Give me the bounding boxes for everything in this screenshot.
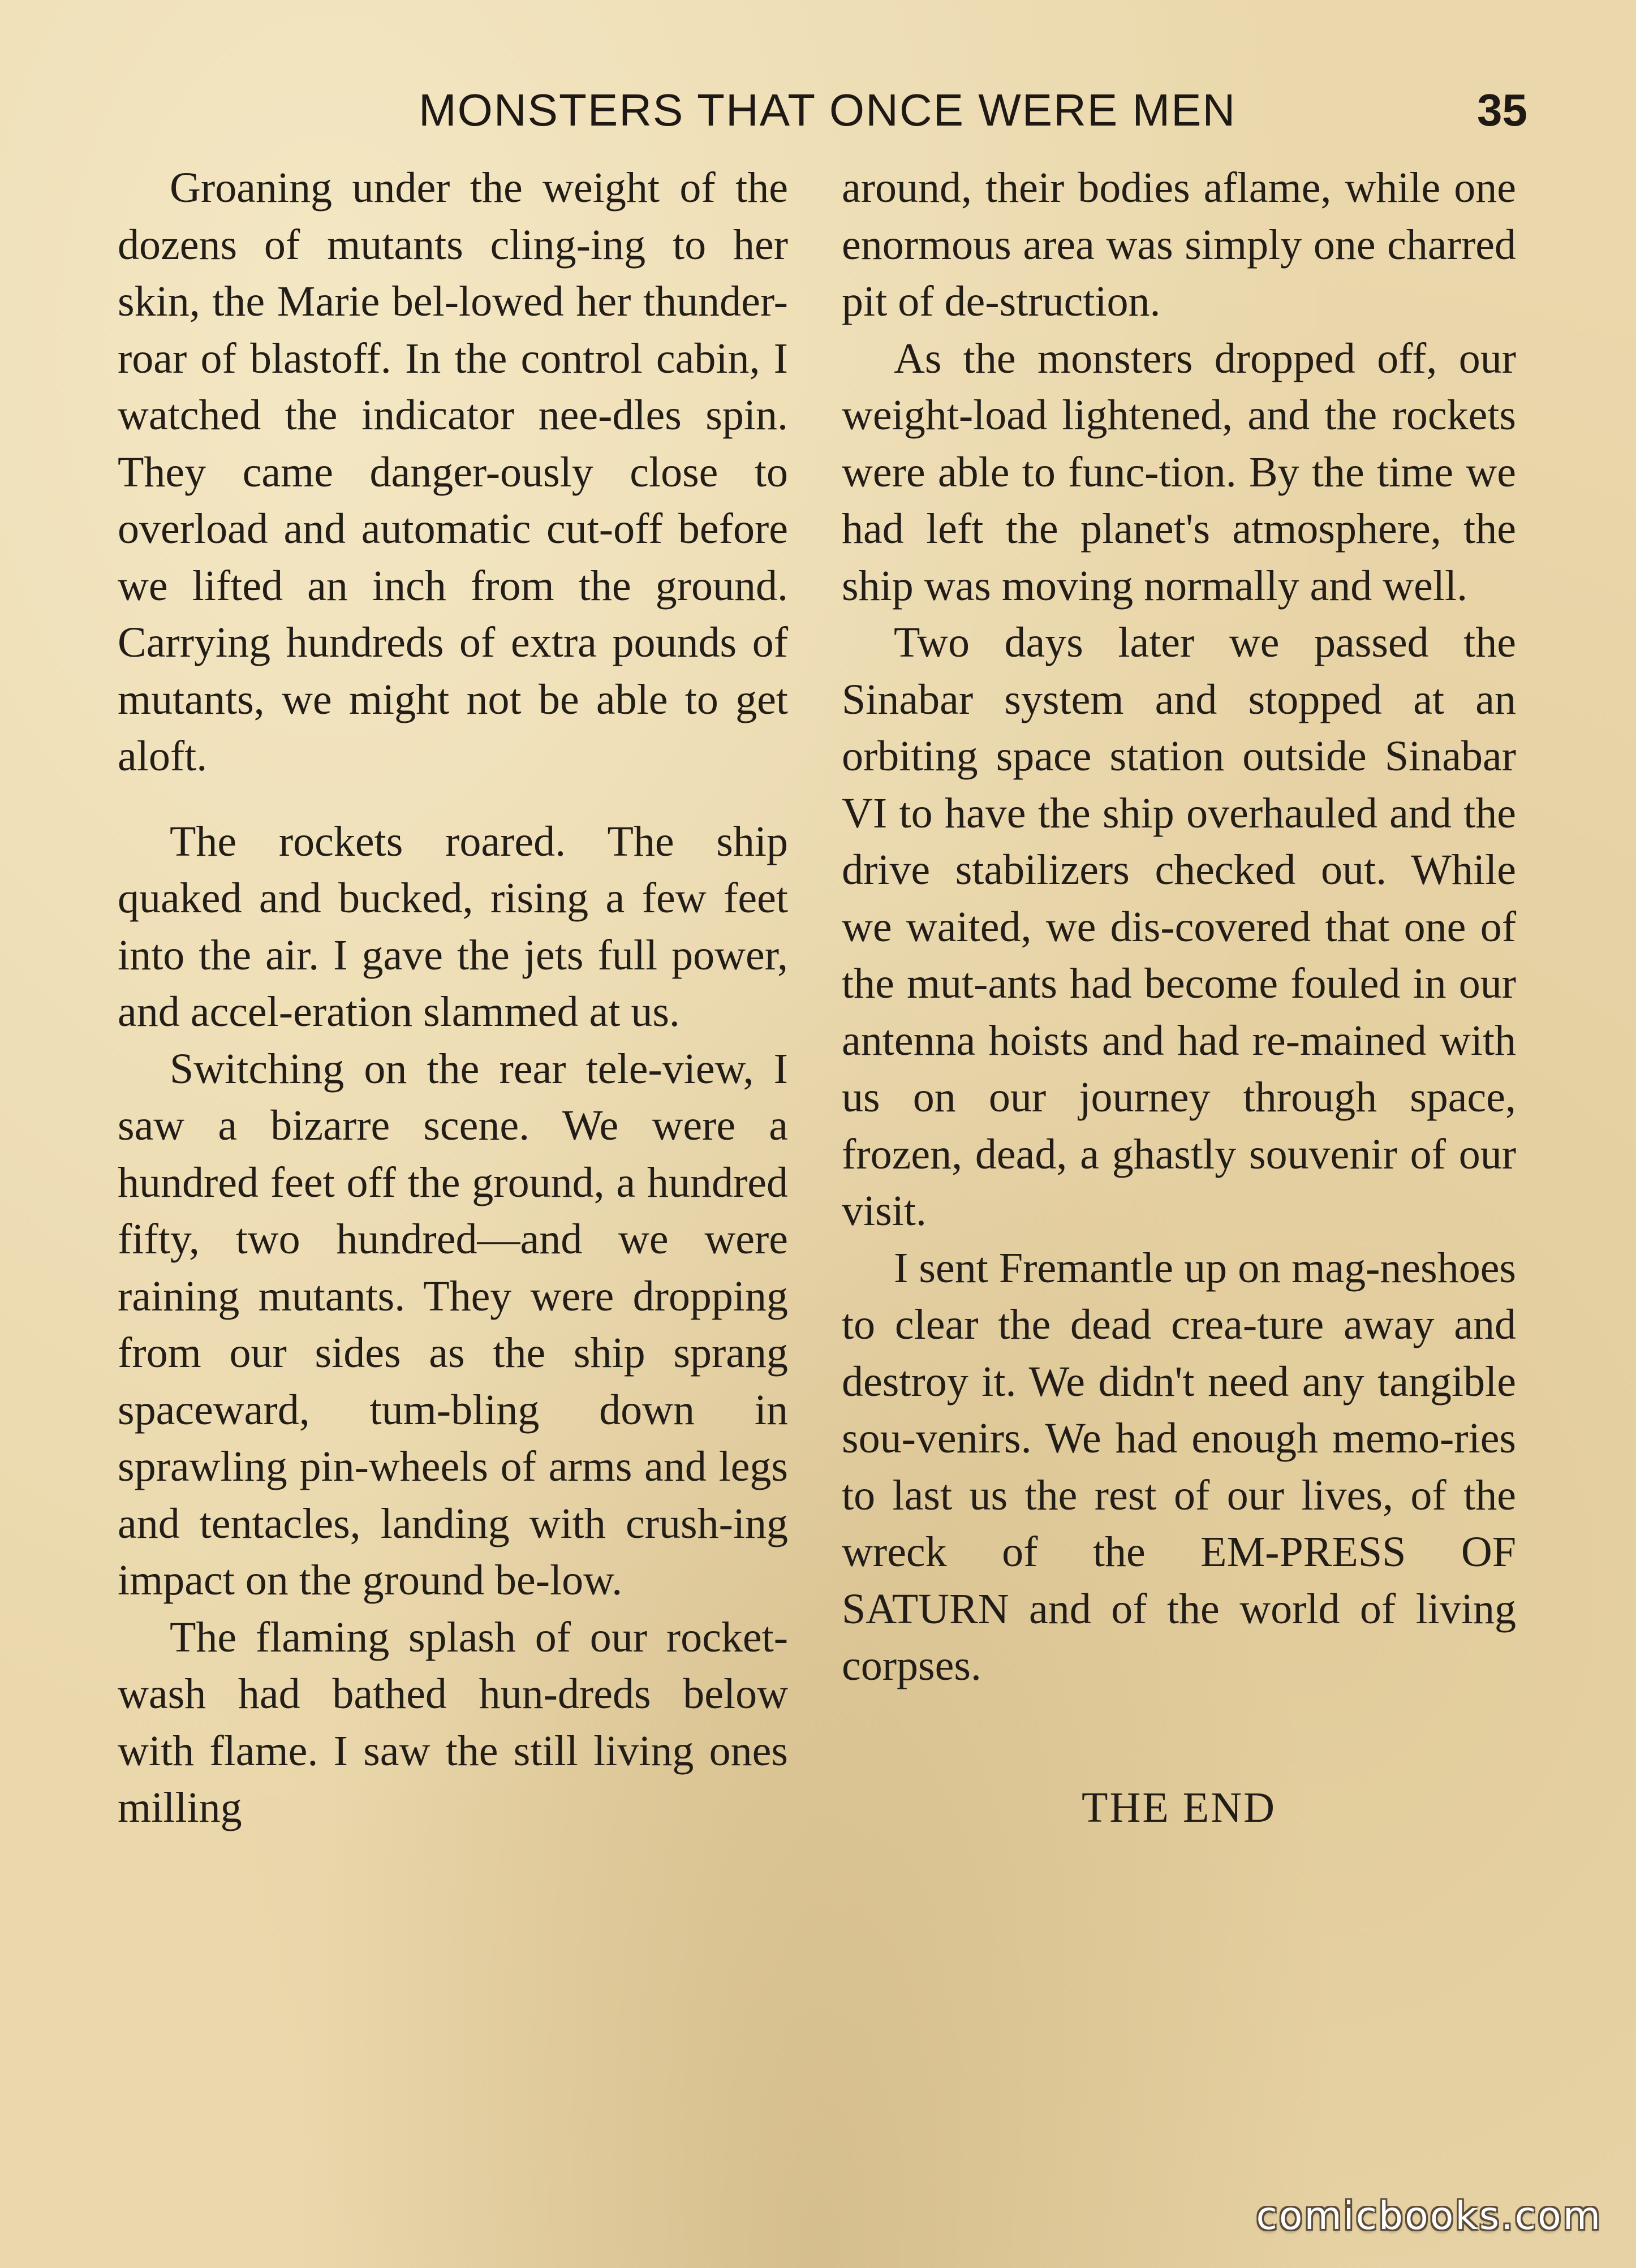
page-header (419, 79, 1527, 141)
left-column (118, 159, 788, 1836)
paragraph-continuation: around, their bodies aflame, while one enormous area was simply one charred pit of de-struction. (842, 164, 1516, 325)
the-end-label: THE END (1082, 1783, 1276, 1831)
running-head-title: MONSTERS THAT ONCE WERE MEN (419, 85, 1237, 135)
paragraph-teleview: Switching on the rear tele-view, I saw a bizarre scene. We were a hundred feet off the ground, a hundred fifty, two hundred—and we were raining mutants. They were dropping from our sides as the ship sprang spaceward, tum-bling down in sprawling pin-wheels of arms and legs and tentacles, landing with crush-ing impact on the ground be-low. (118, 1045, 788, 1604)
right-column (842, 159, 1516, 1836)
paragraph-fremantle: I sent Fremantle up on mag-neshoes to clear the dead crea-ture away and destroy it. We didn't need any tangible sou-venirs. We had enough memo-ries to last us the rest of our lives, of the wreck of the EM-PRESS OF SATURN and of the world of living corpses. (842, 1244, 1516, 1689)
paragraph-rockets-roared: The rockets roared. The ship quaked and bucked, rising a few feet into the air. I gave the jets full power, and accel-eration slammed at us. (118, 817, 788, 1036)
watermark-logo: comicbooks.com (1256, 2194, 1602, 2239)
paragraph-weight-load: As the monsters dropped off, our weight-load lightened, and the rockets were able to func-tion. By the time we had left the planet's atmosphere, the ship was moving normally and well. (842, 334, 1516, 610)
paragraph-blastoff: Groaning under the weight of the dozens of mutants cling-ing to her skin, the Marie bel-lowed her thunder-roar of blastoff. In the control cabin, I watched the indicator nee-dles spin. They came danger-ously close to overload and automatic cut-off before we lifted an inch from the ground. Carrying hundreds of extra pounds of mutants, we might not be able to get aloft. (118, 164, 788, 780)
paragraph-sinabar: Two days later we passed the Sinabar system and stopped at an orbiting space station outside Sinabar VI to have the ship overhauled and the drive stabilizers checked out. While we waited, we dis-covered that one of the mut-ants had become fouled in our antenna hoists and had re-mained with us on our journey through space, frozen, dead, a ghastly souvenir of our visit. (842, 619, 1516, 1235)
paragraph-flaming-splash: The flaming splash of our rocket-wash had bathed hun-dreds below with flame. I saw the still living ones milling (118, 1613, 788, 1831)
page-number: 35 (1477, 85, 1527, 135)
